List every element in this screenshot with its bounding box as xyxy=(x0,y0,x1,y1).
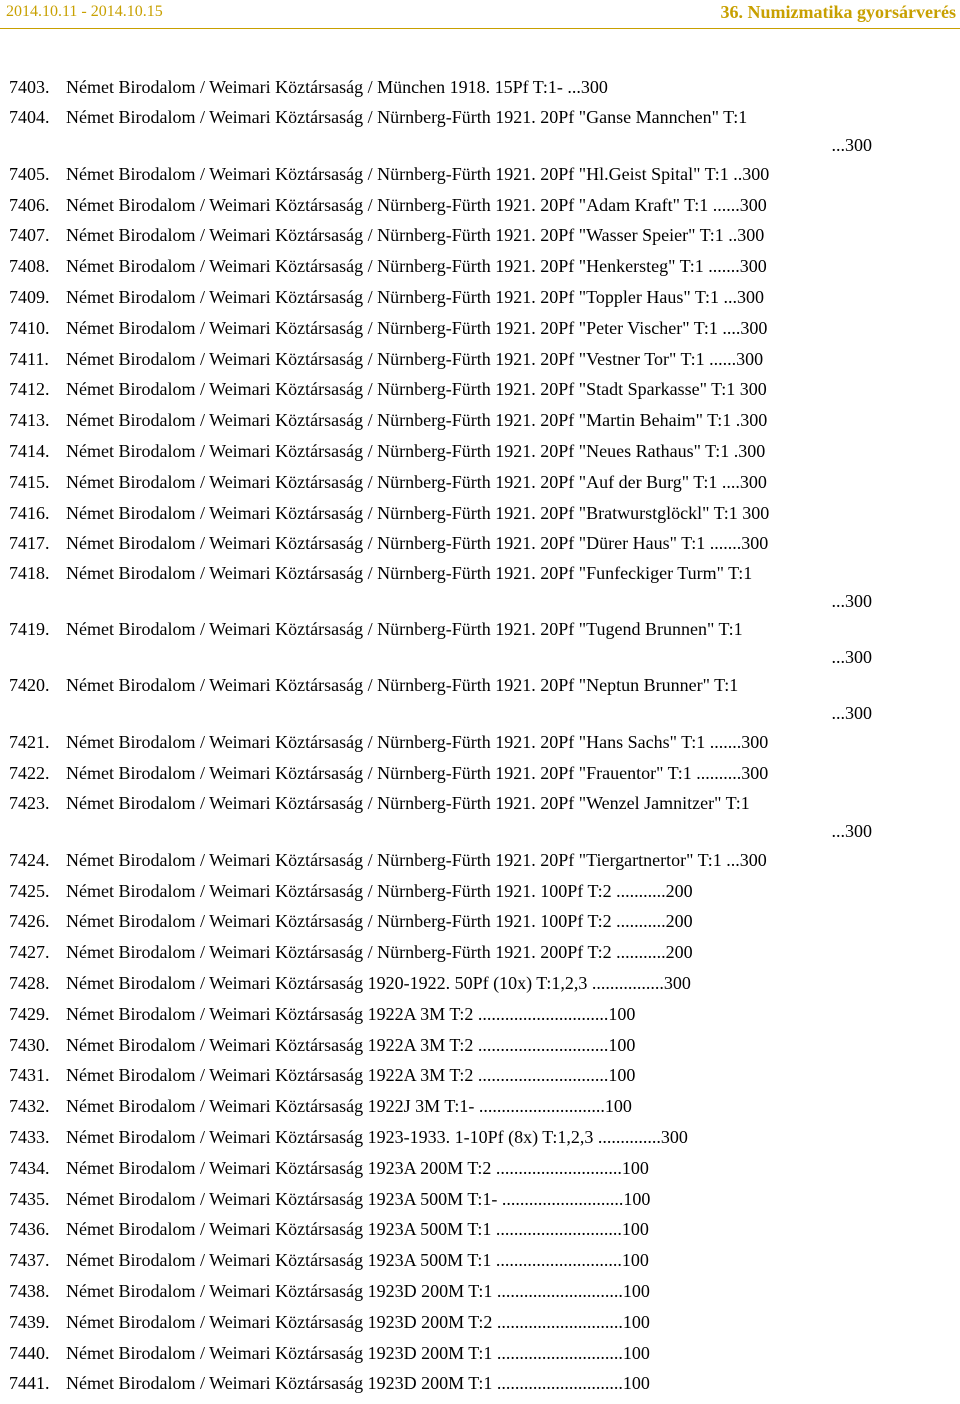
lot-entry xyxy=(0,374,960,405)
lot-entry xyxy=(0,436,960,467)
lot-description: Német Birodalom / Weimari Köztársaság 1923-1933. 1-10Pf (8x) T:1,2,3 ..............300 xyxy=(66,1126,688,1147)
lot-entry xyxy=(0,313,960,344)
lot-number: 7439. xyxy=(9,1311,50,1332)
lot-number: 7411. xyxy=(9,348,49,369)
lot-number: 7441. xyxy=(9,1373,50,1394)
auction-title: 36. Numizmatika gyorsárverés xyxy=(720,2,956,22)
lot-description: Német Birodalom / Weimari Köztársaság / Nürnberg-Fürth 1921. 20Pf "Hans Sachs" T:1 .......300 xyxy=(66,732,769,753)
lot-description: Német Birodalom / Weimari Köztársaság 1922A 3M T:2 .............................100 xyxy=(66,1065,636,1086)
lot-entry xyxy=(0,727,960,758)
lot-description: Német Birodalom / Weimari Köztársaság / München 1918. 15Pf T:1- ...300 xyxy=(66,77,608,97)
auction-date-range: 2014.10.11 - 2014.10.15 xyxy=(6,3,163,20)
lot-number: 7427. xyxy=(9,942,50,963)
lot-description: Német Birodalom / Weimari Köztársaság 1923A 200M T:2 ............................100 xyxy=(66,1157,649,1178)
lot-description: Német Birodalom / Weimari Köztársaság 1923A 500M T:1 ............................100 xyxy=(66,1250,649,1271)
lot-entry xyxy=(0,72,960,103)
lot-description: Német Birodalom / Weimari Köztársaság / Nürnberg-Fürth 1921. 20Pf "Adam Kraft" T:1 ......300 xyxy=(66,194,767,215)
lot-entry xyxy=(0,1307,960,1338)
lot-number: 7425. xyxy=(9,880,50,901)
lot-number: 7423. xyxy=(9,792,50,813)
lot-description: Német Birodalom / Weimari Köztársaság / Nürnberg-Fürth 1921. 20Pf "Ganse Mannchen" T:1 xyxy=(66,106,748,127)
lot-description: Német Birodalom / Weimari Köztársaság / Nürnberg-Fürth 1921. 20Pf "Peter Vischer" T:1 ....300 xyxy=(66,317,768,338)
lot-description: Német Birodalom / Weimari Köztársaság / Nürnberg-Fürth 1921. 20Pf "Wasser Speier" T:1 ..300 xyxy=(66,225,765,246)
lot-entry xyxy=(0,845,960,876)
lot-entry xyxy=(0,1091,960,1122)
lot-entry xyxy=(0,1338,960,1369)
lot-entry xyxy=(0,615,960,671)
lot-description: Német Birodalom / Weimari Köztársaság / Nürnberg-Fürth 1921. 20Pf "Vestner Tor" T:1 ......300 xyxy=(66,348,764,369)
lot-number: 7431. xyxy=(9,1065,50,1086)
lot-number: 7428. xyxy=(9,972,50,993)
lot-entry xyxy=(0,671,960,727)
lot-number: 7420. xyxy=(9,675,50,696)
lot-number: 7417. xyxy=(9,533,50,554)
lot-description: Német Birodalom / Weimari Köztársaság 1923D 200M T:2 ............................100 xyxy=(66,1311,650,1332)
lot-entry xyxy=(0,405,960,436)
lot-number: 7424. xyxy=(9,849,50,870)
lot-number: 7409. xyxy=(9,286,50,307)
lot-number: 7438. xyxy=(9,1280,50,1301)
lot-description: Német Birodalom / Weimari Köztársaság 1922J 3M T:1- ............................100 xyxy=(66,1096,632,1117)
lot-description: Német Birodalom / Weimari Köztársaság / Nürnberg-Fürth 1921. 20Pf "Toppler Haus" T:1 ...300 xyxy=(66,286,764,307)
lot-entry xyxy=(0,937,960,968)
lot-entry xyxy=(0,344,960,375)
lot-number: 7434. xyxy=(9,1157,50,1178)
lot-number: 7403. xyxy=(9,77,50,97)
lot-entry xyxy=(0,190,960,221)
lot-number: 7436. xyxy=(9,1219,50,1240)
lot-description: Német Birodalom / Weimari Köztársaság / Nürnberg-Fürth 1921. 100Pf T:2 ...........200 xyxy=(66,911,693,932)
lot-number: 7435. xyxy=(9,1188,50,1209)
lot-number: 7414. xyxy=(9,440,50,461)
lot-price-continuation: ...300 xyxy=(831,134,872,155)
lot-description: Német Birodalom / Weimari Köztársaság / Nürnberg-Fürth 1921. 20Pf "Stadt Sparkasse" T:1 300 xyxy=(66,379,767,400)
lot-description: Német Birodalom / Weimari Köztársaság / Nürnberg-Fürth 1921. 200Pf T:2 ...........200 xyxy=(66,942,693,963)
lot-description: Német Birodalom / Weimari Köztársaság / Nürnberg-Fürth 1921. 20Pf "Frauentor" T:1 ..........300 xyxy=(66,762,769,783)
lot-entry xyxy=(0,999,960,1030)
lot-entry xyxy=(0,1245,960,1276)
lot-number: 7437. xyxy=(9,1250,50,1271)
lot-number: 7419. xyxy=(9,619,50,640)
lot-number: 7408. xyxy=(9,256,50,277)
lot-entry xyxy=(0,789,960,845)
lot-entry xyxy=(0,282,960,313)
lot-entry xyxy=(0,1153,960,1184)
lot-number: 7418. xyxy=(9,563,50,584)
lot-entry xyxy=(0,968,960,999)
lot-entry xyxy=(0,1184,960,1215)
lot-number: 7440. xyxy=(9,1342,50,1363)
lot-entry xyxy=(0,528,960,559)
lot-entry xyxy=(0,1368,960,1399)
page-header xyxy=(0,0,960,30)
lot-description: Német Birodalom / Weimari Köztársaság / Nürnberg-Fürth 1921. 20Pf "Neues Rathaus" T:1 .300 xyxy=(66,440,766,461)
lot-number: 7413. xyxy=(9,410,50,431)
lot-description: Német Birodalom / Weimari Köztársaság 1923A 500M T:1- ...........................100 xyxy=(66,1188,651,1209)
lot-number: 7421. xyxy=(9,732,50,753)
lot-description: Német Birodalom / Weimari Köztársaság / Nürnberg-Fürth 1921. 20Pf "Hl.Geist Spital" T:1 ..300 xyxy=(66,163,770,184)
lot-description: Német Birodalom / Weimari Köztársaság 1923A 500M T:1 ............................100 xyxy=(66,1219,649,1240)
lot-list xyxy=(0,72,960,1399)
lot-description: Német Birodalom / Weimari Köztársaság / Nürnberg-Fürth 1921. 20Pf "Neptun Brunner" T:1 xyxy=(66,675,739,696)
lot-description: Német Birodalom / Weimari Köztársaság / Nürnberg-Fürth 1921. 20Pf "Auf der Burg" T:1 ....300 xyxy=(66,471,767,492)
lot-description: Német Birodalom / Weimari Köztársaság / Nürnberg-Fürth 1921. 20Pf "Wenzel Jamnitzer" T:1 xyxy=(66,792,750,813)
lot-entry xyxy=(0,1276,960,1307)
lot-description: Német Birodalom / Weimari Köztársaság 1923D 200M T:1 ............................100 xyxy=(66,1342,650,1363)
lot-description: Német Birodalom / Weimari Köztársaság / Nürnberg-Fürth 1921. 20Pf "Tiergartnertor" T:1 ...300 xyxy=(66,849,767,870)
lot-entry xyxy=(0,758,960,789)
lot-price-continuation: ...300 xyxy=(831,703,872,724)
lot-number: 7404. xyxy=(9,106,50,127)
lot-price-continuation: ...300 xyxy=(831,820,872,841)
lot-description: Német Birodalom / Weimari Köztársaság / Nürnberg-Fürth 1921. 20Pf "Tugend Brunnen" T:1 xyxy=(66,619,743,640)
lot-number: 7405. xyxy=(9,163,50,184)
lot-entry xyxy=(0,220,960,251)
lot-number: 7412. xyxy=(9,379,50,400)
header-divider xyxy=(0,28,960,29)
lot-entry xyxy=(0,251,960,282)
lot-entry xyxy=(0,1122,960,1153)
lot-description: Német Birodalom / Weimari Köztársaság / Nürnberg-Fürth 1921. 20Pf "Bratwurstglöckl" T:1 300 xyxy=(66,502,770,523)
lot-number: 7432. xyxy=(9,1096,50,1117)
lot-description: Német Birodalom / Weimari Köztársaság / Nürnberg-Fürth 1921. 100Pf T:2 ...........200 xyxy=(66,880,693,901)
lot-description: Német Birodalom / Weimari Köztársaság 1922A 3M T:2 .............................100 xyxy=(66,1034,636,1055)
lot-number: 7429. xyxy=(9,1003,50,1024)
lot-number: 7406. xyxy=(9,194,50,215)
lot-description: Német Birodalom / Weimari Köztársaság 1922A 3M T:2 .............................100 xyxy=(66,1003,636,1024)
lot-entry xyxy=(0,159,960,190)
lot-entry xyxy=(0,1030,960,1061)
lot-entry xyxy=(0,1214,960,1245)
lot-number: 7430. xyxy=(9,1034,50,1055)
lot-number: 7416. xyxy=(9,502,50,523)
lot-number: 7433. xyxy=(9,1126,50,1147)
lot-entry xyxy=(0,1060,960,1091)
lot-entry xyxy=(0,906,960,937)
lot-price-continuation: ...300 xyxy=(831,591,872,612)
lot-number: 7422. xyxy=(9,762,50,783)
lot-price-continuation: ...300 xyxy=(831,647,872,668)
lot-entry xyxy=(0,559,960,615)
lot-number: 7407. xyxy=(9,225,50,246)
lot-description: Német Birodalom / Weimari Köztársaság / Nürnberg-Fürth 1921. 20Pf "Martin Behaim" T:1 .300 xyxy=(66,410,768,431)
lot-number: 7410. xyxy=(9,317,50,338)
lot-description: Német Birodalom / Weimari Köztársaság 1923D 200M T:1 ............................100 xyxy=(66,1373,650,1394)
lot-description: Német Birodalom / Weimari Köztársaság 1923D 200M T:1 ............................100 xyxy=(66,1280,650,1301)
lot-description: Német Birodalom / Weimari Köztársaság 1920-1922. 50Pf (10x) T:1,2,3 ................300 xyxy=(66,972,691,993)
lot-description: Német Birodalom / Weimari Köztársaság / Nürnberg-Fürth 1921. 20Pf "Henkersteg" T:1 .......300 xyxy=(66,256,767,277)
lot-number: 7415. xyxy=(9,471,50,492)
lot-entry xyxy=(0,103,960,159)
lot-number: 7426. xyxy=(9,911,50,932)
lot-entry xyxy=(0,498,960,529)
lot-entry xyxy=(0,467,960,498)
lot-description: Német Birodalom / Weimari Köztársaság / Nürnberg-Fürth 1921. 20Pf "Dürer Haus" T:1 .......300 xyxy=(66,533,769,554)
lot-entry xyxy=(0,876,960,907)
lot-description: Német Birodalom / Weimari Köztársaság / Nürnberg-Fürth 1921. 20Pf "Funfeckiger Turm" T:1 xyxy=(66,563,753,584)
